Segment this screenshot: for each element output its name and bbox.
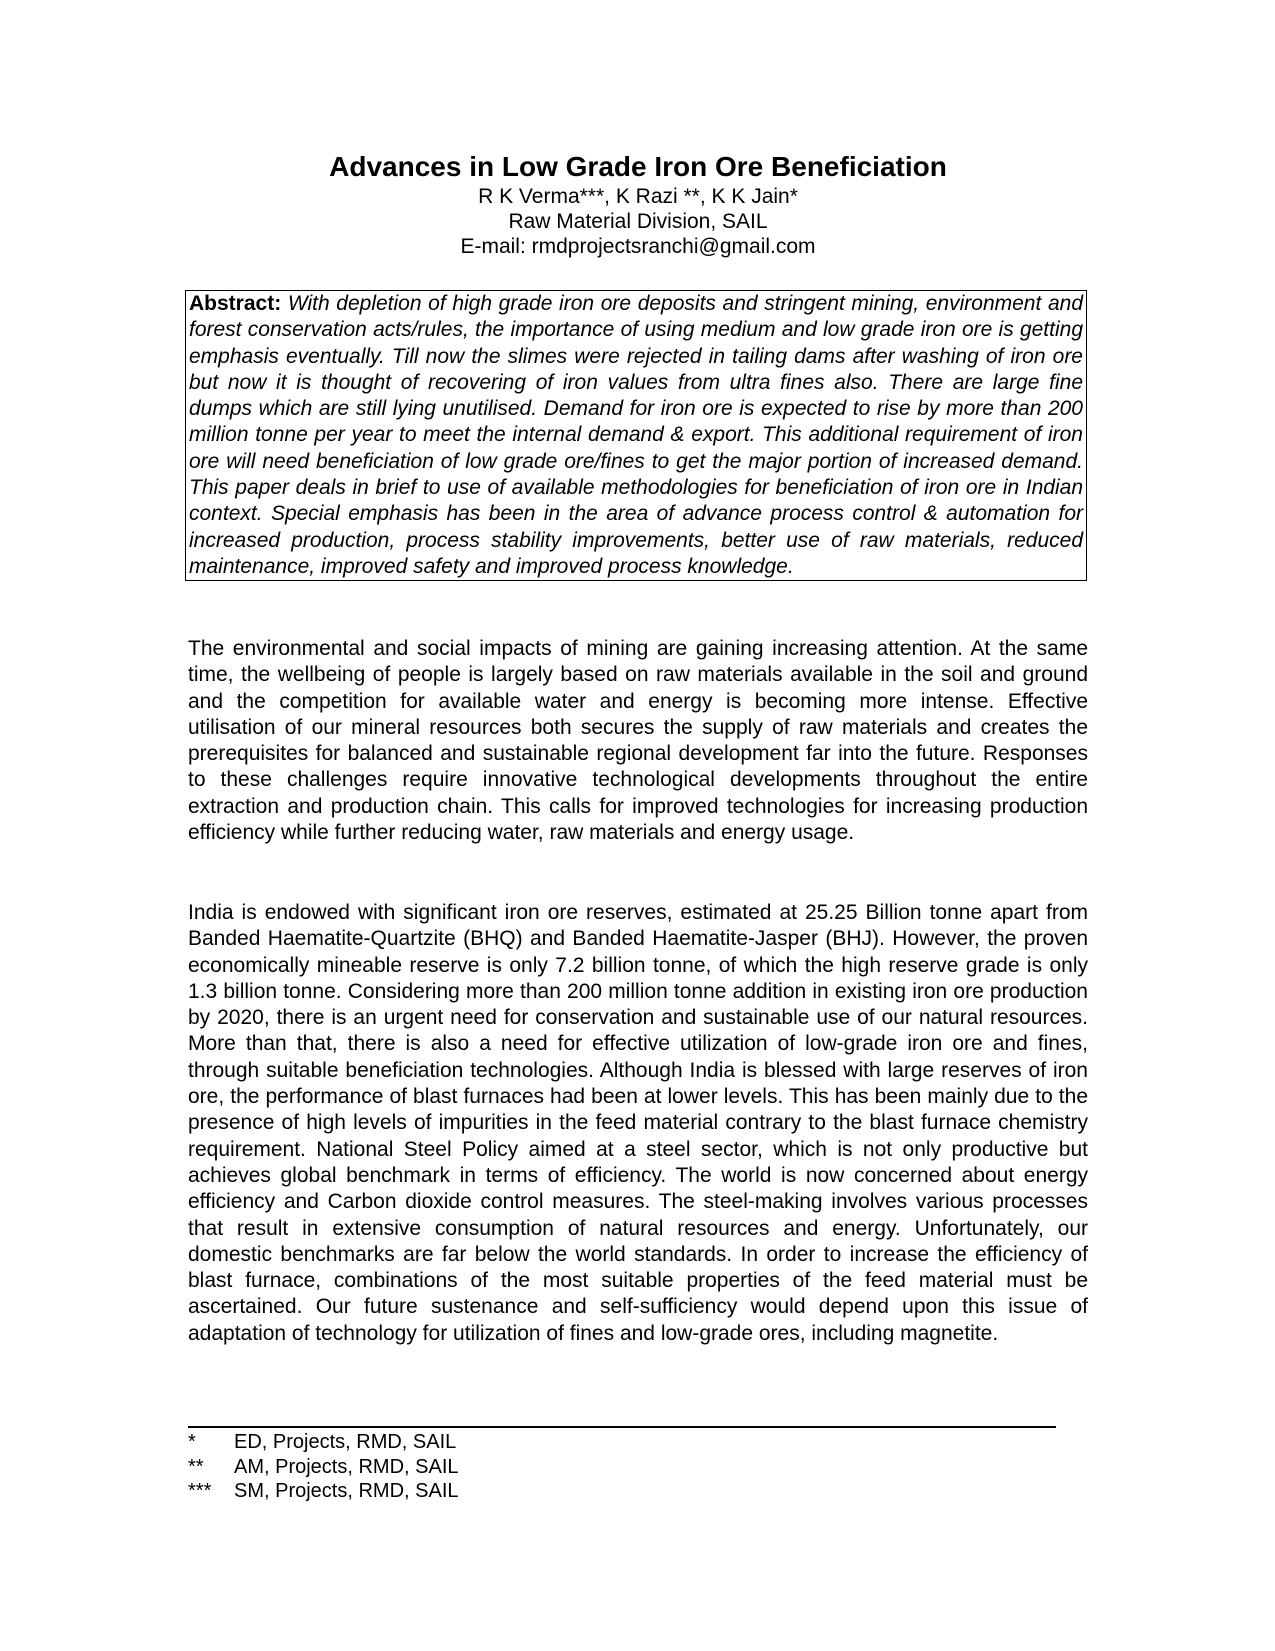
- footnote-mark: *: [188, 1431, 196, 1453]
- footnote-item: [188, 1479, 688, 1504]
- paper-header: [186, 150, 1090, 259]
- body-paragraph-1: The environmental and social impacts of mining are gaining increasing attention. At the same time, the wellbeing of people is largely based on raw materials available in the soil and ground and the competition for available water and energy is becoming more intense. Effective utilisation of our mineral resources both secures the supply of raw materials and creates the prerequisites for balanced and sustainable regional development far into the future. Responses to these challenges require innovative technological developments throughout the entire extraction and production chain. This calls for improved technologies for increasing production efficiency while further reducing water, raw materials and energy usage.: [188, 637, 1088, 845]
- body-paragraph-2: India is endowed with significant iron ore reserves, estimated at 25.25 Billion tonne apart from Banded Haematite-Quartzite (BHQ) and Banded Haematite-Jasper (BHJ). However, the proven economically mineable reserve is only 7.2 billion tonne, of which the high reserve grade is only 1.3 billion tonne. Considering more than 200 million tonne addition in existing iron ore production by 2020, there is an urgent need for conservation and sustainable use of our natural resources. More than that, there is also a need for effective utilization of low-grade iron ore and fines, through suitable beneficiation technologies. Although India is blessed with large reserves of iron ore, the performance of blast furnaces had been at lower levels. This has been mainly due to the presence of high levels of impurities in the feed material contrary to the blast furnace chemistry requirement. National Steel Policy aimed at a steel sector, which is not only productive but achieves global benchmark in terms of efficiency. The world is now concerned about energy efficiency and Carbon dioxide control measures. The steel-making involves various processes that result in extensive consumption of natural resources and energy. Unfortunately, our domestic benchmarks are far below the world standards. In order to increase the efficiency of blast furnace, combinations of the most suitable properties of the feed material must be ascertained. Our future sustenance and self-sufficiency would depend upon this issue of adaptation of technology for utilization of fines and low-grade ores, including magnetite.: [188, 901, 1088, 1345]
- footnote-mark: **: [188, 1455, 204, 1478]
- footnote-text: AM, Projects, RMD, SAIL: [234, 1455, 459, 1478]
- footnote-item: [188, 1455, 688, 1480]
- abstract-box: [185, 290, 1087, 581]
- footnotes: [188, 1430, 688, 1504]
- footnote-separator: [188, 1426, 1056, 1428]
- paper-email: E-mail: rmdprojectsranchi@gmail.com: [460, 235, 816, 258]
- footnote-text: ED, Projects, RMD, SAIL: [234, 1431, 457, 1453]
- paper-affiliation: Raw Material Division, SAIL: [508, 210, 768, 233]
- footnote-text: SM, Projects, RMD, SAIL: [234, 1480, 459, 1502]
- abstract-label: Abstract:: [189, 292, 282, 315]
- abstract-text: With depletion of high grade iron ore deposits and stringent mining, environment and forest conservation acts/rules, the importance of using medium and low grade iron ore is getting emphasis eventually. Till now the slimes were rejected in tailing dams after washing of iron ore but now it is thought of recovering of iron values from ultra fines also. There are large fine dumps which are still lying unutilised. Demand for iron ore is expected to rise by more than 200 million tonne per year to meet the internal demand & export. This additional requirement of iron ore will need beneficiation of low grade ore/fines to get the major portion of increased demand. This paper deals in brief to use of available methodologies for beneficiation of iron ore in Indian context. Special emphasis has been in the area of advance process control & automation for increased production, process stability improvements, better use of raw materials, reduced maintenance, improved safety and improved process knowledge.: [189, 292, 1083, 578]
- paper-title: Advances in Low Grade Iron Ore Beneficiation: [329, 151, 947, 182]
- paper-authors: R K Verma***, K Razi **, K K Jain*: [478, 185, 798, 208]
- footnote-item: [188, 1430, 688, 1455]
- footnote-mark: ***: [188, 1480, 212, 1502]
